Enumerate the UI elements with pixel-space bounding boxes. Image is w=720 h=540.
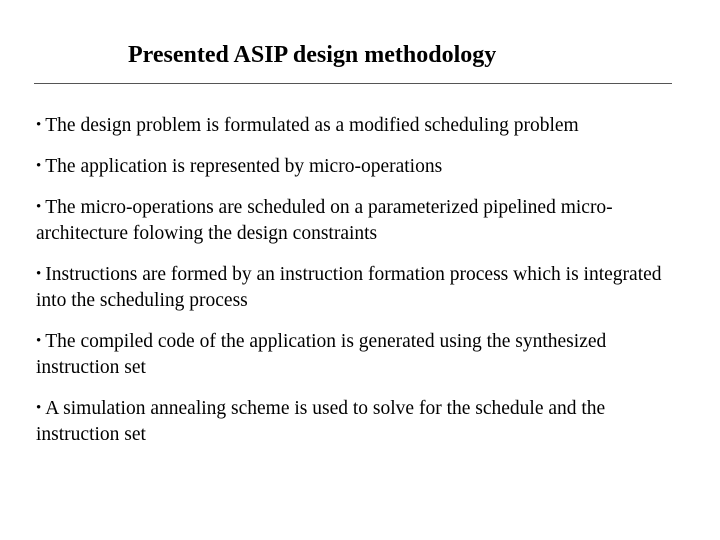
bullet-marker: • bbox=[36, 400, 42, 416]
bullet-text: Instructions are formed by an instruction formation process which is integrated into the scheduling process bbox=[36, 264, 662, 311]
bullet-marker: • bbox=[36, 158, 42, 174]
bullet-item bbox=[36, 194, 676, 247]
bullet-text: The compiled code of the application is generated using the synthesized instruction set bbox=[36, 331, 607, 378]
bullet-item bbox=[36, 153, 676, 180]
bullet-item bbox=[36, 395, 676, 448]
bullet-marker: • bbox=[36, 333, 42, 349]
bullet-marker: • bbox=[36, 266, 42, 282]
bullet-text: The design problem is formulated as a modified scheduling problem bbox=[45, 115, 579, 136]
bullet-item bbox=[36, 261, 676, 314]
title-divider bbox=[34, 83, 672, 84]
bullet-text: The micro-operations are scheduled on a parameterized pipelined micro-architecture folowing the design constraints bbox=[36, 197, 613, 244]
bullet-item bbox=[36, 112, 676, 139]
bullet-text: A simulation annealing scheme is used to solve for the schedule and the instruction set bbox=[36, 398, 606, 445]
bullet-item bbox=[36, 328, 676, 381]
slide-title: Presented ASIP design methodology bbox=[128, 42, 497, 68]
bullet-marker: • bbox=[36, 117, 42, 133]
bullet-marker: • bbox=[36, 199, 42, 215]
bullet-text: The application is represented by micro-operations bbox=[45, 156, 443, 177]
bullet-list bbox=[36, 112, 676, 462]
